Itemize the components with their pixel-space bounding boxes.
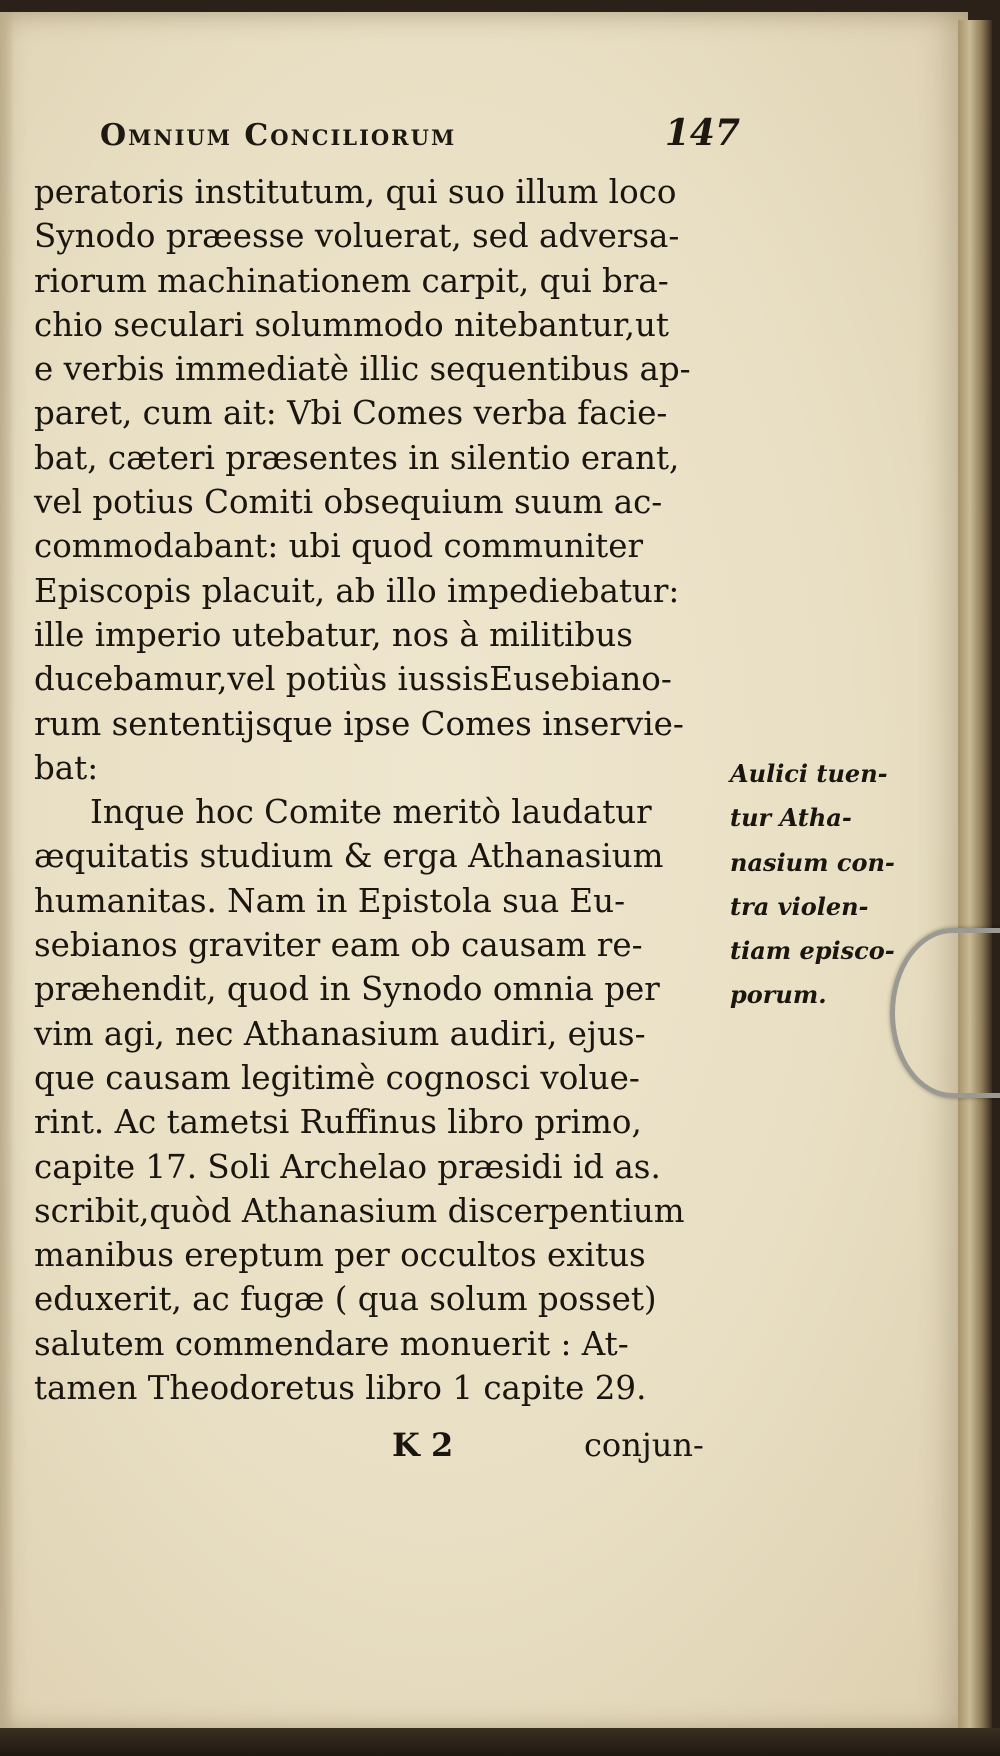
text-line: rint. Ac tametsi Ruffinus libro primo, [34, 1103, 642, 1142]
text-line: ille imperio utebatur, nos à militibus [34, 615, 633, 654]
margin-note-line: nasium con- [730, 847, 895, 877]
text-line: manibus ereptum per occultos exitus [34, 1236, 646, 1275]
margin-note-line: tra violen- [730, 891, 869, 921]
text-line: sebianos graviter eam ob causam re- [34, 926, 643, 965]
text-line: præhendit, quod in Synodo omnia per [34, 970, 660, 1009]
catchword: conjun- [584, 1426, 704, 1464]
body-text [34, 170, 720, 1410]
text-line: que causam legitimè cognosci volue- [34, 1058, 640, 1097]
text-line: vim agi, nec Athanasium audiri, ejus- [34, 1014, 646, 1053]
running-head: Omnium Conciliorum [100, 118, 457, 153]
text-line: rum sententijsque ipse Comes inservie- [34, 704, 684, 743]
text-line: peratoris institutum, qui suo illum loco [34, 173, 677, 211]
page-fore-edge [958, 20, 992, 1732]
margin-note [730, 752, 895, 1018]
text-line: Inque hoc Comite meritò laudatur [90, 793, 652, 832]
text-line: bat, cæteri præsentes in silentio erant, [34, 438, 680, 477]
page-bottom-edge [0, 1728, 1000, 1756]
page-footer [34, 1426, 734, 1470]
page-header [100, 112, 740, 164]
margin-note-line: Aulici tuen- [730, 759, 888, 788]
text-line: tamen Theodoretus libro 1 capite 29. [34, 1369, 647, 1408]
text-line: Episcopis placuit, ab illo impediebatur: [34, 571, 680, 610]
text-line: bat: [34, 748, 99, 787]
text-line: ducebamur,vel potiùs iussisEusebiano- [34, 660, 672, 699]
text-line: Synodo præesse voluerat, sed adversa- [34, 217, 680, 256]
text-line: eduxerit, ac fugæ ( qua solum posset) [34, 1280, 657, 1319]
text-line: riorum machinationem carpit, qui bra- [34, 261, 669, 300]
signature-mark: K 2 [392, 1426, 454, 1464]
text-line: humanitas. Nam in Epistola sua Eu- [34, 881, 626, 920]
page-number: 147 [664, 112, 740, 154]
page-gutter-shadow [0, 12, 14, 1732]
margin-note-line: porum. [730, 980, 827, 1010]
text-line: scribit,quòd Athanasium discerpentium [34, 1191, 685, 1230]
margin-note-line: tiam episco- [730, 936, 895, 966]
text-line: chio seculari solummodo nitebantur,ut [34, 305, 669, 344]
text-line: paret, cum ait: Vbi Comes verba facie- [34, 394, 668, 433]
text-line: vel potius Comiti obsequium suum ac- [34, 483, 663, 522]
text-line: e verbis immediatè illic sequentibus ap- [34, 350, 691, 389]
text-line: æquitatis studium & erga Athanasium [34, 837, 664, 876]
text-line: capite 17. Soli Archelao præsidi id as. [34, 1147, 661, 1186]
margin-note-line: tur Atha- [730, 803, 852, 833]
text-line: commodabant: ubi quod communiter [34, 527, 643, 566]
text-line: salutem commendare monuerit : At- [34, 1324, 629, 1363]
